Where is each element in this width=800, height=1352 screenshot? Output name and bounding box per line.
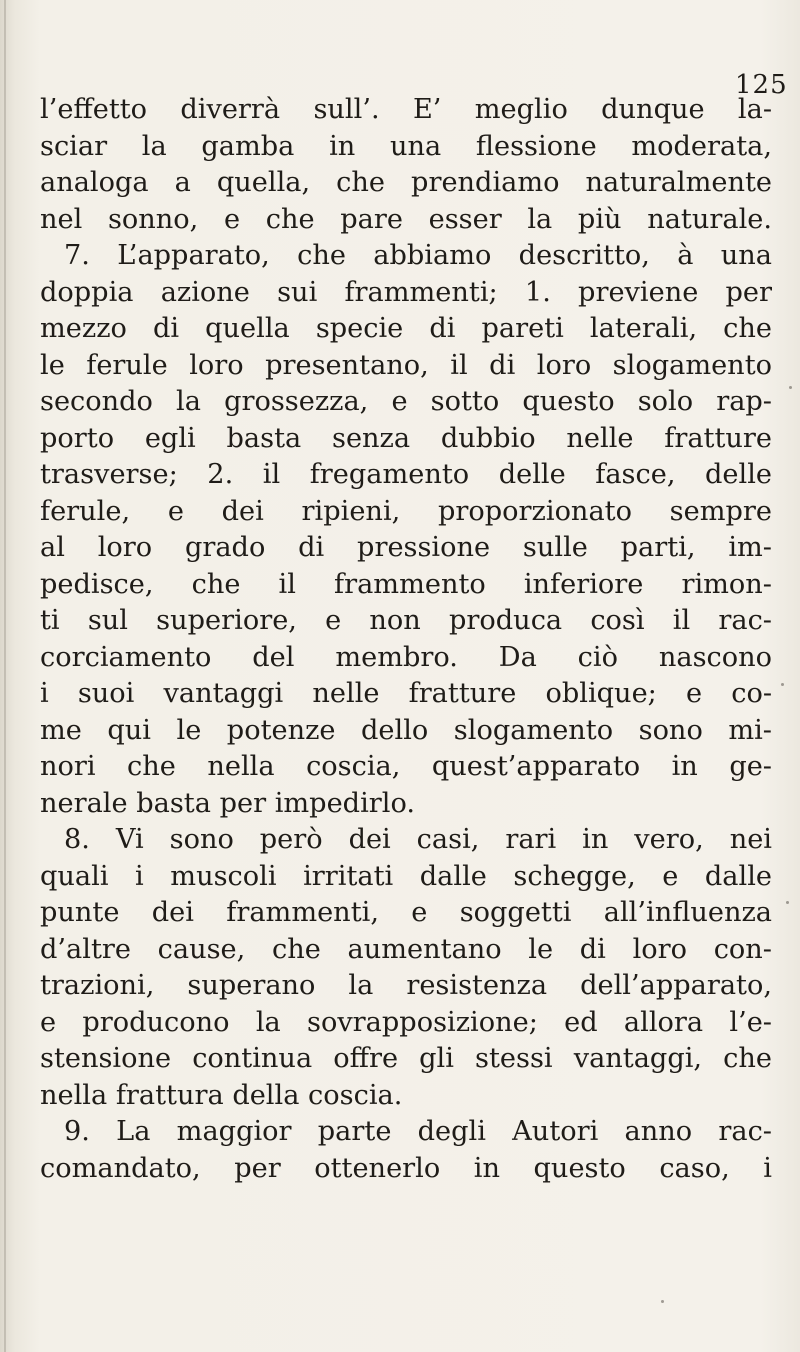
- text-line: al loro grado di pressione sulle parti, im-: [40, 532, 772, 563]
- paper-speck: [781, 683, 784, 686]
- text-line: 7. L’apparato, che abbiamo descritto, à una: [64, 240, 772, 271]
- text-line: me qui le potenze dello slogamento sono mi-: [40, 714, 772, 746]
- text-line: d’altre cause, che aumentano le di loro con-: [40, 933, 772, 965]
- text-line: i suoi vantaggi nelle fratture oblique; e co-: [40, 678, 772, 709]
- text-line: comandato, per ottenerlo in questo caso, i: [40, 1152, 772, 1184]
- text-line: doppia azione sui frammenti; 1. previene per: [40, 276, 772, 308]
- page-gutter-edge: [4, 0, 6, 1352]
- text-line: nel sonno, e che pare esser la più naturale.: [40, 203, 772, 235]
- paper-speck: [786, 901, 789, 904]
- text-line: secondo la grossezza, e sotto questo solo rap-: [40, 386, 772, 417]
- text-line: ti sul superiore, e non produca così il rac-: [40, 605, 772, 636]
- text-line: porto egli basta senza dubbio nelle fratture: [40, 422, 772, 454]
- page-number: 125: [735, 70, 788, 100]
- text-line: ferule, e dei ripieni, proporzionato sempre: [40, 495, 772, 527]
- text-line: nerale basta per impedirlo.: [40, 787, 415, 819]
- text-line: corciamento del membro. Da ciò nascono: [40, 641, 772, 673]
- text-line: mezzo di quella specie di pareti laterali, che: [40, 313, 772, 344]
- text-line: trasverse; 2. il fregamento delle fasce, delle: [40, 459, 772, 490]
- text-line: analoga a quella, che prendiamo naturalmente: [40, 167, 772, 198]
- paper-speck: [789, 386, 792, 389]
- text-line: l’effetto diverrà sull’. E’ meglio dunque la-: [40, 94, 772, 125]
- paper-speck: [661, 1300, 664, 1303]
- text-line: punte dei frammenti, e soggetti all’influenza: [40, 897, 772, 928]
- text-line: 8. Vi sono però dei casi, rari in vero, nei: [64, 824, 772, 855]
- text-line: stensione continua offre gli stessi vantaggi, che: [40, 1043, 772, 1074]
- text-line: e producono la sovrapposizione; ed allora l’e-: [40, 1006, 772, 1038]
- text-line: le ferule loro presentano, il di loro slogamento: [40, 349, 772, 381]
- text-line: quali i muscoli irritati dalle schegge, e dalle: [40, 860, 772, 892]
- text-line: trazioni, superano la resistenza dell’apparato,: [40, 970, 772, 1001]
- text-line: 9. La maggior parte degli Autori anno rac-: [64, 1116, 772, 1147]
- text-line: pedisce, che il frammento inferiore rimon-: [40, 568, 772, 600]
- text-line: nella frattura della coscia.: [40, 1079, 403, 1111]
- body-text: [40, 92, 772, 1187]
- text-line: nori che nella coscia, quest’apparato in ge-: [40, 751, 772, 782]
- text-line: sciar la gamba in una flessione moderata,: [40, 130, 772, 162]
